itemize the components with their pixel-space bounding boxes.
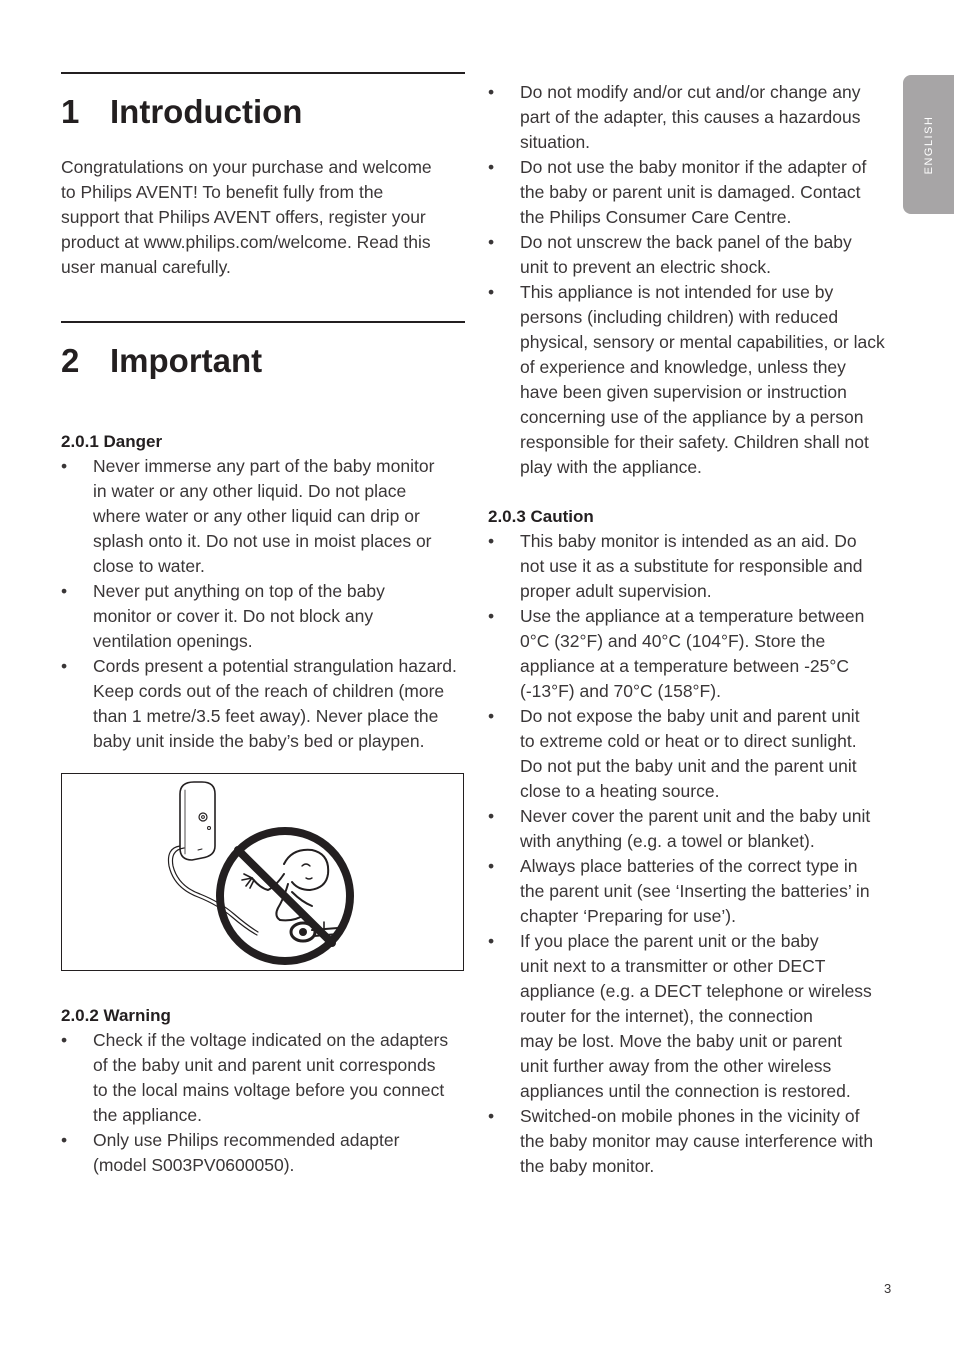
text-line: to extreme cold or heat or to direct sunlight. xyxy=(520,731,857,751)
text-line: persons (including children) with reduced xyxy=(520,307,839,327)
section-number: 1 xyxy=(61,93,80,130)
text-line: where water or any other liquid can drip or xyxy=(93,506,420,526)
bullet: • xyxy=(488,931,495,951)
text-line: baby unit inside the baby’s bed or playpen. xyxy=(93,731,425,751)
warning-list-left xyxy=(61,1028,469,1178)
text-line: Only use Philips recommended adapter xyxy=(93,1130,400,1150)
list-item xyxy=(488,854,896,929)
text-line: support that Philips AVENT offers, register your xyxy=(61,207,426,227)
text-line: the baby or parent unit is damaged. Contact xyxy=(520,182,861,202)
text-line: the baby monitor may cause interference with xyxy=(520,1131,874,1151)
bullet: • xyxy=(488,282,495,302)
text-line: monitor or cover it. Do not block any xyxy=(93,606,374,626)
text-line: user manual carefully. xyxy=(61,257,231,277)
text-line: Do not use the baby monitor if the adapter of xyxy=(520,157,867,177)
list-item xyxy=(488,529,896,604)
text-line: Always place batteries of the correct type in xyxy=(520,856,858,876)
list-item xyxy=(61,579,469,654)
list-item xyxy=(61,454,469,579)
text-line: situation. xyxy=(520,132,591,152)
text-line: have been given supervision or instruction xyxy=(520,382,847,402)
text-line: ventilation openings. xyxy=(93,631,253,651)
text-line: may be lost. Move the baby unit or parent xyxy=(520,1031,842,1051)
list-item xyxy=(488,230,896,280)
bullet: • xyxy=(488,856,495,876)
text-line: unit next to a transmitter or other DECT xyxy=(520,956,826,976)
bullet: • xyxy=(488,706,495,726)
text-line: to Philips AVENT! To benefit fully from the xyxy=(61,182,384,202)
text-line: appliance at a temperature between -25°C xyxy=(520,656,850,676)
heading-caution: 2.0.3 Caution xyxy=(488,507,594,526)
list-item xyxy=(488,280,896,480)
heading-important xyxy=(61,342,262,380)
bullet: • xyxy=(61,656,68,676)
text-line: close to water. xyxy=(93,556,205,576)
text-line: the parent unit (see ‘Inserting the batteries’ in xyxy=(520,881,870,901)
section-rule xyxy=(61,321,465,323)
no-baby-unit-near-baby-illustration-icon xyxy=(62,774,463,970)
text-line: the appliance. xyxy=(93,1105,202,1125)
section-title: Introduction xyxy=(110,93,303,130)
list-item xyxy=(488,804,896,854)
section-title: Important xyxy=(110,342,263,379)
warning-figure xyxy=(61,773,464,971)
text-line: splash onto it. Do not use in moist places or xyxy=(93,531,432,551)
text-line: to the local mains voltage before you connect xyxy=(93,1080,445,1100)
text-line: close to a heating source. xyxy=(520,781,720,801)
text-line: Cords present a potential strangulation hazard. xyxy=(93,656,457,676)
text-line: the Philips Consumer Care Centre. xyxy=(520,207,792,227)
bullet: • xyxy=(488,1106,495,1126)
list-item xyxy=(61,1028,469,1128)
bullet: • xyxy=(61,1130,68,1150)
text-line: (-13°F) and 70°C (158°F). xyxy=(520,681,721,701)
text-line: concerning use of the appliance by a person xyxy=(520,407,864,427)
list-item xyxy=(488,155,896,230)
list-item xyxy=(61,1128,469,1178)
intro-paragraph xyxy=(61,155,461,280)
text-line: Never put anything on top of the baby xyxy=(93,581,385,601)
text-line: play with the appliance. xyxy=(520,457,702,477)
text-line: Do not unscrew the back panel of the baby xyxy=(520,232,852,252)
bullet: • xyxy=(488,531,495,551)
heading-warning: 2.0.2 Warning xyxy=(61,1006,171,1025)
text-line: proper adult supervision. xyxy=(520,581,712,601)
language-tab-label: ENGLISH xyxy=(922,115,935,174)
text-line: the baby monitor. xyxy=(520,1156,655,1176)
text-line: This baby monitor is intended as an aid. Do xyxy=(520,531,857,551)
page-number: 3 xyxy=(884,1281,892,1296)
text-line: Never immerse any part of the baby monitor xyxy=(93,456,435,476)
text-line: in water or any other liquid. Do not place xyxy=(93,481,407,501)
text-line: Do not put the baby unit and the parent unit xyxy=(520,756,857,776)
language-tab xyxy=(903,75,954,214)
list-item xyxy=(488,80,896,155)
bullet: • xyxy=(488,606,495,626)
text-line: Never cover the parent unit and the baby unit xyxy=(520,806,871,826)
heading-introduction xyxy=(61,93,302,131)
text-line: unit further away from the other wireless xyxy=(520,1056,832,1076)
text-line: appliances until the connection is restored. xyxy=(520,1081,851,1101)
bullet: • xyxy=(488,806,495,826)
text-line: (model S003PV0600050). xyxy=(93,1155,295,1175)
text-line: Switched-on mobile phones in the vicinity of xyxy=(520,1106,860,1126)
text-line: than 1 metre/3.5 feet away). Never place the xyxy=(93,706,439,726)
text-line: Keep cords out of the reach of children (more xyxy=(93,681,445,701)
bullet: • xyxy=(488,157,495,177)
text-line: of experience and knowledge, unless they xyxy=(520,357,846,377)
text-line: appliance (e.g. a DECT telephone or wireless xyxy=(520,981,872,1001)
text-line: 0°C (32°F) and 40°C (104°F). Store the xyxy=(520,631,826,651)
text-line: not use it as a substitute for responsible and xyxy=(520,556,863,576)
text-line: Check if the voltage indicated on the adapters xyxy=(93,1030,449,1050)
text-line: Congratulations on your purchase and welcome xyxy=(61,157,432,177)
text-line: part of the adapter, this causes a hazardous xyxy=(520,107,861,127)
list-item xyxy=(488,704,896,804)
text-line: product at www.philips.com/welcome. Read this xyxy=(61,232,431,252)
list-item xyxy=(488,1104,896,1179)
list-item xyxy=(61,654,469,754)
text-line: physical, sensory or mental capabilities, or lack xyxy=(520,332,885,352)
bullet: • xyxy=(61,1030,68,1050)
heading-danger: 2.0.1 Danger xyxy=(61,432,163,451)
bullet: • xyxy=(61,581,68,601)
text-line: chapter ‘Preparing for use’). xyxy=(520,906,736,926)
caution-list xyxy=(488,529,896,1179)
list-item xyxy=(488,604,896,704)
bullet: • xyxy=(61,456,68,476)
text-line: Do not modify and/or cut and/or change any xyxy=(520,82,861,102)
bullet: • xyxy=(488,82,495,102)
text-line: router for the internet), the connection xyxy=(520,1006,813,1026)
section-rule xyxy=(61,72,465,74)
section-number: 2 xyxy=(61,342,80,379)
warning-list-right xyxy=(488,80,896,480)
text-line: with anything (e.g. a towel or blanket). xyxy=(520,831,815,851)
text-line: Do not expose the baby unit and parent unit xyxy=(520,706,860,726)
list-item xyxy=(488,929,896,1104)
danger-list xyxy=(61,454,469,754)
text-line: Use the appliance at a temperature between xyxy=(520,606,865,626)
text-line: If you place the parent unit or the baby xyxy=(520,931,819,951)
text-line: This appliance is not intended for use by xyxy=(520,282,834,302)
text-line: responsible for their safety. Children shall not xyxy=(520,432,869,452)
bullet: • xyxy=(488,232,495,252)
text-line: of the baby unit and parent unit corresponds xyxy=(93,1055,436,1075)
text-line: unit to prevent an electric shock. xyxy=(520,257,771,277)
